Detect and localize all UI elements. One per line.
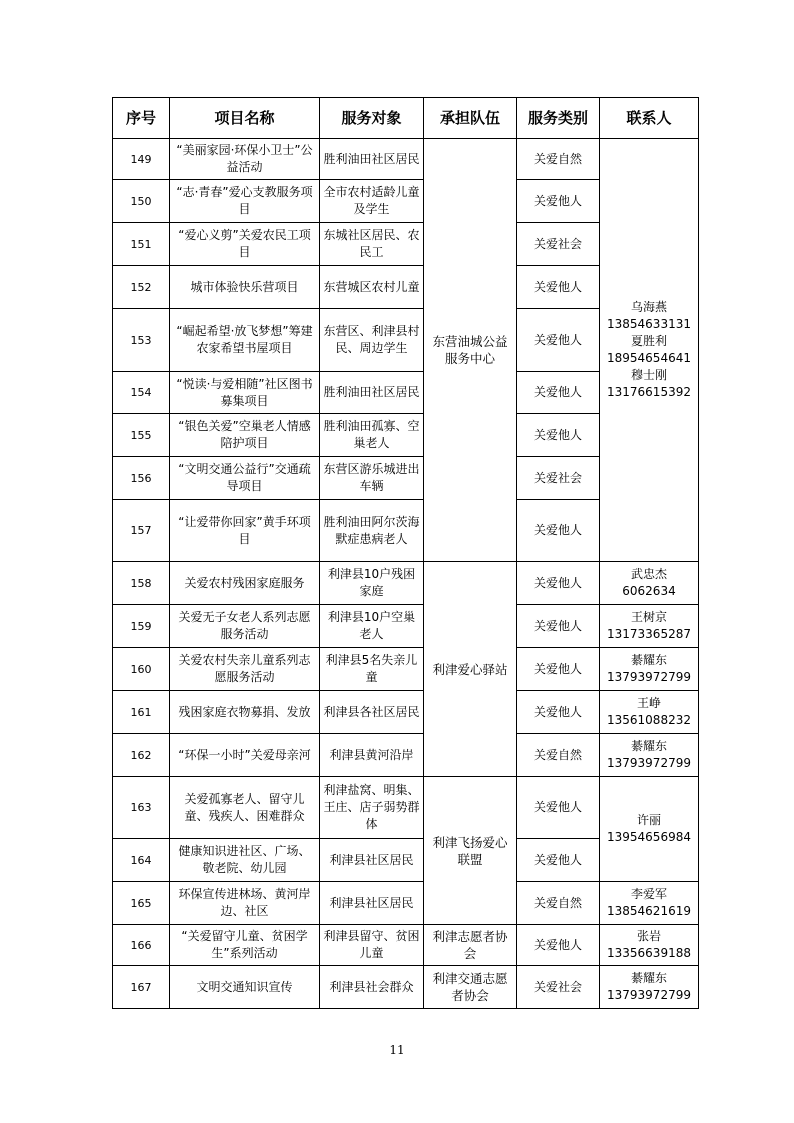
cell-type: 关爱自然 [517,139,600,180]
cell-no: 166 [113,925,170,966]
contact-phone: 13854621619 [607,904,691,918]
table-row [113,882,699,925]
header-target: 服务对象 [320,98,424,139]
contact-name: 王峥 [636,696,661,710]
table-row [113,605,699,648]
cell-type: 关爱自然 [517,734,600,777]
contact-name: 綦耀东 [630,971,667,985]
cell-project: “志·青春”爱心支教服务项目 [170,180,320,223]
project-table [112,97,699,1009]
cell-project: 城市体验快乐营项目 [170,266,320,309]
table-row [113,966,699,1009]
cell-target: 利津县社会群众 [320,966,424,1009]
cell-type: 关爱他人 [517,691,600,734]
cell-contact [600,562,699,605]
cell-project: 关爱孤寡老人、留守儿童、残疾人、困难群众 [170,777,320,839]
cell-type: 关爱他人 [517,414,600,457]
cell-no: 154 [113,372,170,414]
cell-no: 163 [113,777,170,839]
cell-target: 利津县5名失亲儿童 [320,648,424,691]
cell-contact [600,882,699,925]
cell-no: 160 [113,648,170,691]
cell-project: 关爱农村失亲儿童系列志愿服务活动 [170,648,320,691]
cell-team: 利津飞扬爱心联盟 [424,777,517,925]
cell-project: “爱心义剪”关爱农民工项目 [170,223,320,266]
contact-name: 武忠杰 [630,567,667,581]
cell-target: 利津县社区居民 [320,839,424,882]
cell-no: 161 [113,691,170,734]
cell-type: 关爱他人 [517,372,600,414]
table-row [113,777,699,839]
cell-target: 利津县社区居民 [320,882,424,925]
cell-target: 东营区、利津县村民、周边学生 [320,309,424,372]
cell-contact [600,605,699,648]
cell-type: 关爱他人 [517,562,600,605]
contact-name: 张岩 [636,929,661,943]
cell-no: 155 [113,414,170,457]
contact-phone: 13356639188 [607,946,691,960]
cell-no: 156 [113,457,170,500]
cell-project: “环保一小时”关爱母亲河 [170,734,320,777]
contact-phone: 13954656984 [607,830,691,844]
header-contact: 联系人 [600,98,699,139]
header-team: 承担队伍 [424,98,517,139]
header-row [113,98,699,139]
cell-project: “关爱留守儿童、贫困学生”系列活动 [170,925,320,966]
cell-no: 159 [113,605,170,648]
cell-target: 利津县10户空巢老人 [320,605,424,648]
cell-no: 164 [113,839,170,882]
cell-no: 152 [113,266,170,309]
table-row [113,139,699,180]
contact-name: 綦耀东 [630,653,667,667]
cell-team: 东营油城公益服务中心 [424,139,517,562]
cell-no: 149 [113,139,170,180]
contact-phone: 18954654641 [607,351,691,365]
cell-project: 健康知识进社区、广场、敬老院、幼儿园 [170,839,320,882]
page-number: 11 [389,1043,405,1057]
cell-team: 利津交通志愿者协会 [424,966,517,1009]
cell-project: 关爱农村残困家庭服务 [170,562,320,605]
contact-name: 王树京 [630,610,667,624]
cell-target: 胜利油田孤寡、空巢老人 [320,414,424,457]
cell-type: 关爱社会 [517,966,600,1009]
contact-phone: 13793972799 [607,756,691,770]
cell-target: 东营城区农村儿童 [320,266,424,309]
cell-no: 153 [113,309,170,372]
cell-type: 关爱他人 [517,839,600,882]
cell-project: “美丽家园·环保小卫士”公益活动 [170,139,320,180]
cell-target: 利津盐窝、明集、王庄、店子弱势群体 [320,777,424,839]
cell-project: 文明交通知识宣传 [170,966,320,1009]
contact-name: 綦耀东 [630,739,667,753]
contact-phone: 13793972799 [607,670,691,684]
cell-no: 151 [113,223,170,266]
cell-no: 162 [113,734,170,777]
cell-type: 关爱他人 [517,266,600,309]
contact-phone: 13173365287 [607,627,691,641]
cell-contact [600,648,699,691]
cell-target: 东城社区居民、农民工 [320,223,424,266]
cell-team: 利津志愿者协会 [424,925,517,966]
cell-target: 利津县留守、贫困儿童 [320,925,424,966]
table-row [113,648,699,691]
cell-no: 158 [113,562,170,605]
cell-type: 关爱自然 [517,882,600,925]
cell-type: 关爱他人 [517,777,600,839]
cell-project: 残困家庭衣物募捐、发放 [170,691,320,734]
cell-project: “让爱带你回家”黄手环项目 [170,500,320,562]
cell-type: 关爱他人 [517,180,600,223]
table-row [113,562,699,605]
contact-name: 许丽 [636,813,661,827]
contact-phone: 6062634 [622,584,676,598]
cell-no: 157 [113,500,170,562]
cell-project: 环保宣传进林场、黄河岸边、社区 [170,882,320,925]
header-type: 服务类别 [517,98,600,139]
cell-contact-group [600,139,699,562]
table-row [113,691,699,734]
cell-target: 利津县各社区居民 [320,691,424,734]
cell-contact [600,966,699,1009]
cell-contact [600,734,699,777]
cell-target: 胜利油田社区居民 [320,139,424,180]
contact-name: 穆士刚 [630,368,667,382]
table-row [113,925,699,966]
cell-type: 关爱社会 [517,223,600,266]
contact-phone: 13854633131 [607,317,691,331]
cell-project: “悦读·与爱相随”社区图书募集项目 [170,372,320,414]
cell-type: 关爱他人 [517,605,600,648]
cell-target: 全市农村适龄儿童及学生 [320,180,424,223]
cell-type: 关爱他人 [517,648,600,691]
header-project: 项目名称 [170,98,320,139]
cell-project: 关爱无子女老人系列志愿服务活动 [170,605,320,648]
cell-contact [600,777,699,882]
cell-type: 关爱社会 [517,457,600,500]
contact-name: 李爱军 [630,887,667,901]
cell-team: 利津爱心驿站 [424,562,517,777]
cell-project: “文明交通公益行”交通疏导项目 [170,457,320,500]
cell-project: “崛起希望·放飞梦想”筹建农家希望书屋项目 [170,309,320,372]
cell-no: 165 [113,882,170,925]
cell-no: 150 [113,180,170,223]
cell-type: 关爱他人 [517,925,600,966]
cell-contact [600,691,699,734]
contact-name: 夏胜利 [630,334,667,348]
contact-phone: 13561088232 [607,713,691,727]
cell-target: 胜利油田社区居民 [320,372,424,414]
cell-target: 利津县黄河沿岸 [320,734,424,777]
contact-phone: 13176615392 [607,385,691,399]
cell-type: 关爱他人 [517,500,600,562]
cell-target: 利津县10户残困家庭 [320,562,424,605]
cell-target: 胜利油田阿尔茨海默症患病老人 [320,500,424,562]
cell-target: 东营区游乐城进出车辆 [320,457,424,500]
table-row [113,734,699,777]
cell-project: “银色关爱”空巢老人情感陪护项目 [170,414,320,457]
cell-contact [600,925,699,966]
contact-phone: 13793972799 [607,988,691,1002]
cell-type: 关爱他人 [517,309,600,372]
header-no: 序号 [113,98,170,139]
contact-name: 乌海燕 [630,300,667,314]
cell-no: 167 [113,966,170,1009]
